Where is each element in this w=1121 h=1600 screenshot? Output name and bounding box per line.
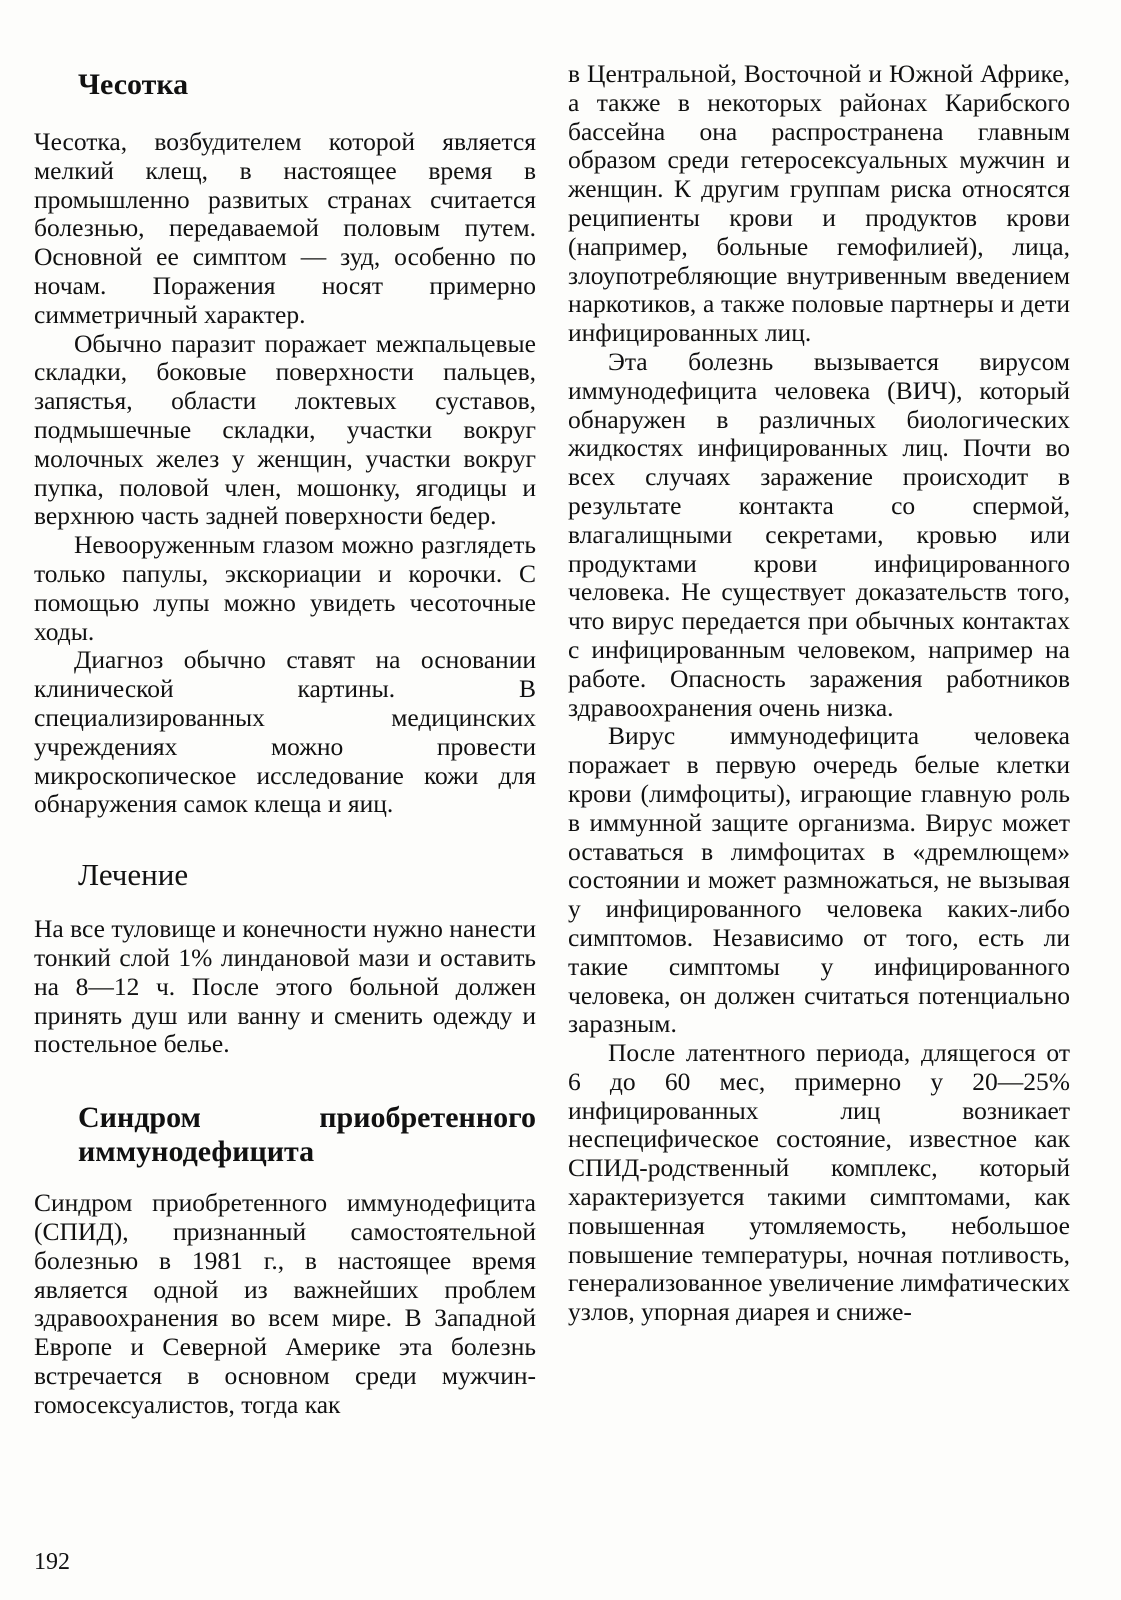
- heading-scabies: Чесотка: [78, 68, 189, 101]
- heading-treatment: Лечение: [78, 857, 189, 893]
- page-number: 192: [34, 1549, 70, 1575]
- right-column: [568, 60, 1070, 1327]
- paragraph: Эта болезнь вызывается вирусом иммунодефицита человека (ВИЧ), который обнаружен в различных биологических жидкостях инфицированных лиц. Почти во всех случаях заражение происходит в результате контакта со спермой, влагалищными секретами, кровью или продуктами крови инфицированного человека. Не существует доказательств того, что вирус передается при обычных контактах с инфицированным человеком, например на работе. Опасность заражения работников здравоохранения очень низка.: [568, 346, 1070, 722]
- paragraph: На все туловище и конечности нужно нанести тонкий слой 1% линдановой мази и оставить на 8—12 ч. После этого больной должен принять душ или ванну и сменить одежду и постельное белье.: [34, 914, 536, 1059]
- paragraph: После латентного периода, длящегося от 6 до 60 мес, примерно у 20—25% инфицированных лиц возникает неспецифическое состояние, известное как СПИД-родственный комплекс, который характеризуется такими симптомами, как повышенная утомляемость, небольшое повышение температуры, ночная потливость, генерализованное увеличение лимфатических узлов, упорная диарея и сниже-: [568, 1038, 1070, 1327]
- paragraph: Вирус иммунодефицита человека поражает в первую очередь белые клетки крови (лимфоциты), играющие главную роль в иммунной защите организма. Вирус может оставаться в лимфоцитах в «дремлющем» состоянии и может размножаться, не вызывая у инфицированного человека каких-либо симптомов. Независимо от того, есть ли такие симптомы у инфицированного человека, он должен считаться потенциально заразным.: [568, 721, 1070, 1039]
- paragraph: Диагноз обычно ставят на основании клинической картины. В специализированных медицинских учреждениях можно провести микроскопическое исследование кожи для обнаружения самок клеща и яиц.: [34, 645, 536, 819]
- heading-aids: Синдром приобретенного иммунодефицита: [78, 1101, 536, 1169]
- paragraph: Невооруженным глазом можно разглядеть только папулы, экскориации и корочки. С помощью лупы можно увидеть чесоточные ходы.: [34, 530, 536, 646]
- paragraph: в Центральной, Восточной и Южной Африке, а также в некоторых районах Карибского бассейна она распространена главным образом среди гетеросексуальных мужчин и женщин. К другим группам риска относятся реципиенты крови и продуктов крови (например, больные гемофилией), лица, злоупотребляющие внутривенным введением наркотиков, а также половые партнеры и дети инфицированных лиц.: [568, 59, 1070, 348]
- paragraph: Обычно паразит поражает межпальцевые складки, боковые поверхности пальцев, запястья, области локтевых суставов, подмышечные складки, участки вокруг молочных желез у женщин, участки вокруг пупка, половой член, мошонку, ягодицы и верхнюю часть задней поверхности бедер.: [34, 328, 536, 531]
- paragraph: Синдром приобретенного иммунодефицита (СПИД), признанный самостоятельной болезнью в 1981 г., в настоящее время является одной из важнейших проблем здравоохранения во всем мире. В Западной Европе и Северной Америке эта болезнь встречается в основном среди мужчин-гомосексуалистов, тогда как: [34, 1188, 536, 1419]
- paragraph: Чесотка, возбудителем которой является мелкий клещ, в настоящее время в промышленно развитых странах считается болезнью, передаваемой половым путем. Основной ее симптом — зуд, особенно по ночам. Поражения носят примерно симметричный характер.: [34, 127, 536, 329]
- left-column: [34, 60, 536, 1419]
